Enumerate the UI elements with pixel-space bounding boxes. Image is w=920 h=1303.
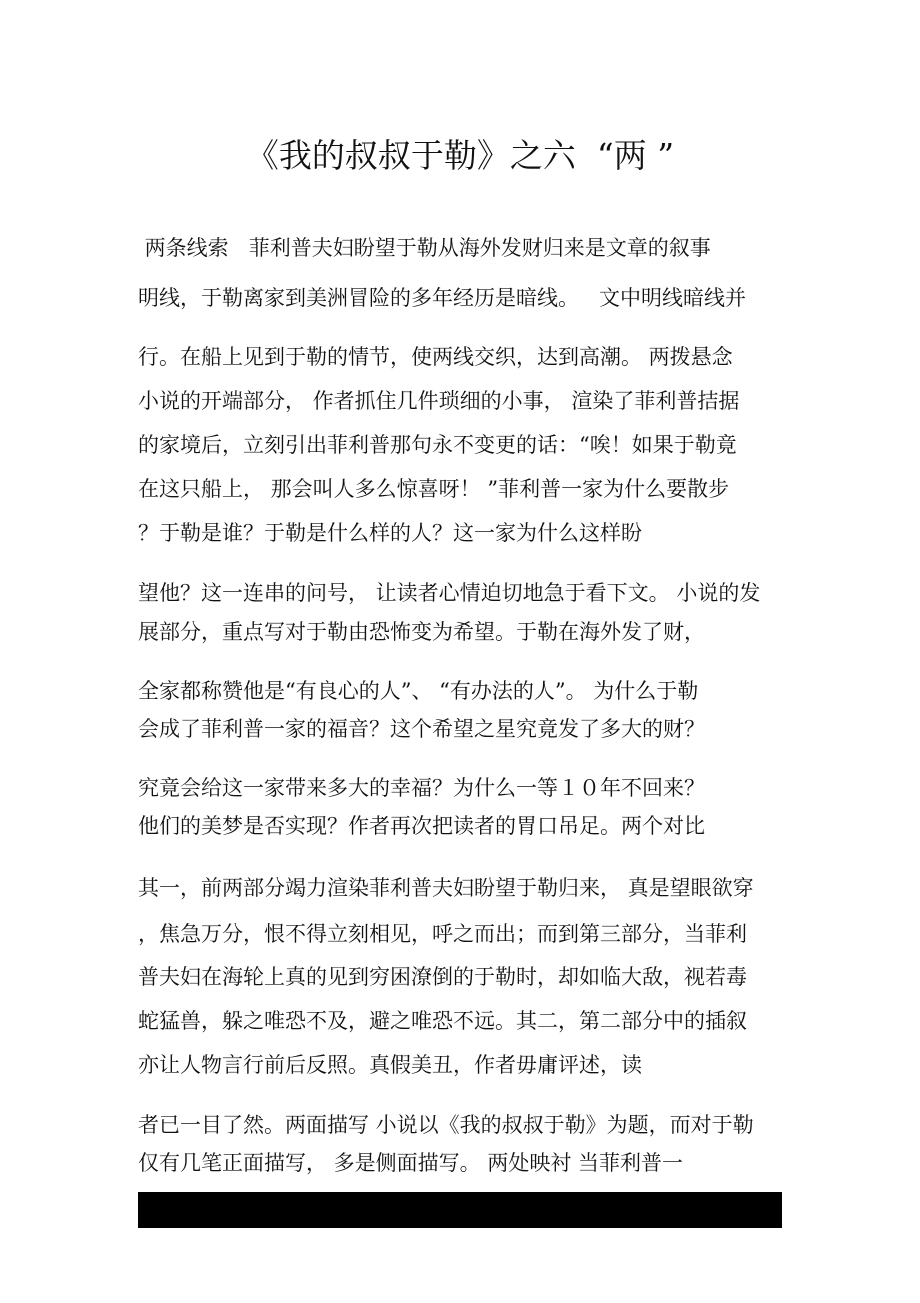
text-line-14: 其一，前两部分竭力渲染菲利普夫妇盼望于勒归来， 真是望眼欲穿 <box>138 876 754 900</box>
text-line-16: 普夫妇在海轮上真的见到穷困潦倒的于勒时，却如临大敌，视若毒 <box>138 965 747 989</box>
text-line-8: 望他？这一连串的问号， 让读者心情迫切地急于看下文。 小说的发 <box>138 581 761 605</box>
text-line-11: 会成了菲利普一家的福音？这个希望之星究竟发了多大的财？ <box>138 717 705 741</box>
text-line-6: 在这只船上， 那会叫人多么惊喜呀！ ”菲利普一家为什么要散步 <box>138 477 730 501</box>
document-title: 《我的叔叔于勒》之六 “两 ” <box>245 136 675 175</box>
text-line-7: ？于勒是谁？于勒是什么样的人？这一家为什么这样盼 <box>138 521 642 545</box>
text-line-15: ，焦急万分，恨不得立刻相见，呼之而出；而到第三部分，当菲利 <box>138 922 747 946</box>
text-line-12: 究竟会给这一家带来多大的幸福？为什么一等１０年不回来？ <box>138 776 705 800</box>
text-line-1: 两条线索 菲利普夫妇盼望于勒从海外发财归来是文章的叙事 <box>138 236 711 260</box>
text-line-4: 小说的开端部分， 作者抓住几件琐细的小事， 渲染了菲利普拮据 <box>138 389 740 413</box>
text-line-2: 明线，于勒离家到美洲冒险的多年经历是暗线。 文中明线暗线并 <box>138 286 747 310</box>
bottom-black-bar <box>138 1192 782 1228</box>
text-line-18: 亦让人物言行前后反照。真假美丑，作者毋庸评述，读 <box>138 1053 642 1077</box>
text-line-3: 行。在船上见到于勒的情节，使两线交织，达到高潮。 两拨悬念 <box>138 345 733 369</box>
text-line-9: 展部分，重点写对于勒由恐怖变为希望。于勒在海外发了财， <box>138 620 705 644</box>
text-line-20: 仅有几笔正面描写， 多是侧面描写。 两处映衬 当菲利普一 <box>138 1151 684 1175</box>
text-line-10: 全家都称赞他是“有良心的人”、 “有办法的人”。 为什么于勒 <box>138 679 699 703</box>
text-line-17: 蛇猛兽，躲之唯恐不及，避之唯恐不远。其二，第二部分中的插叙 <box>138 1009 747 1033</box>
text-line-19: 者已一目了然。两面描写 小说以《我的叔叔于勒》为题，而对于勒 <box>138 1113 754 1137</box>
text-line-5: 的家境后，立刻引出菲利普那句永不变更的话：“唉！如果于勒竟 <box>138 433 737 457</box>
text-line-13: 他们的美梦是否实现？作者再次把读者的胃口吊足。两个对比 <box>138 814 705 838</box>
